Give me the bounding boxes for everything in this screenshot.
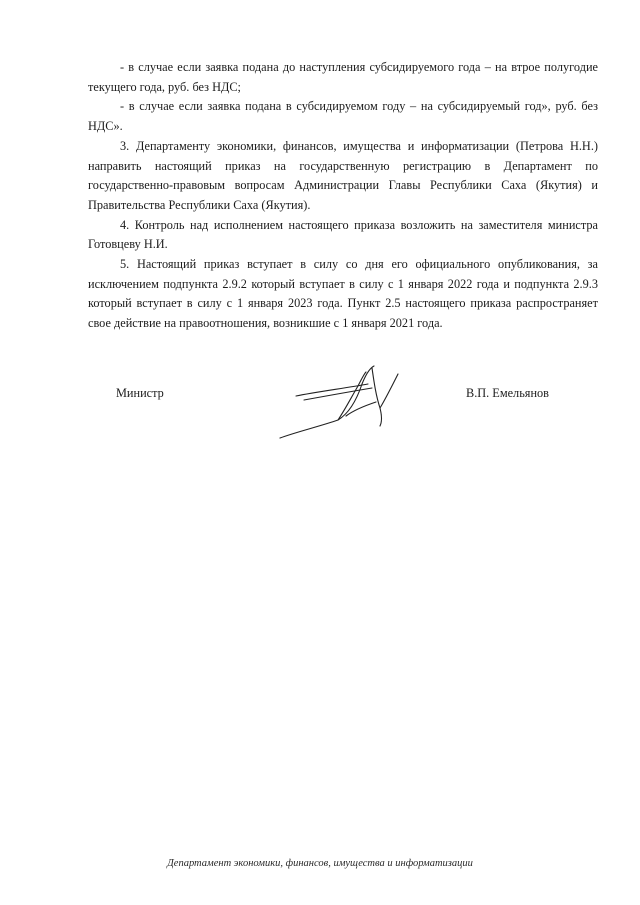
paragraph-item-3: 3. Департаменту экономики, финансов, имущества и информатизации (Петрова Н.Н.) направить настоящий приказ на государственную регистрацию в Департамент по государственно-правовым вопросам Администрации Главы Республики Саха (Якутия) и Правительства Республики Саха (Якутия). (88, 138, 598, 212)
paragraph-item-5: 5. Настоящий приказ вступает в силу со дня его официального опубликования, за исключением подпункта 2.9.2 который вступает в силу с 1 января 2022 года и подпункта 2.9.3 который вступает в силу с 1 января 2023 года. Пункт 2.5 настоящего приказа распространяет свое действие на правоотношения, возникшие с 1 января 2021 года. (88, 257, 598, 331)
footer-department: Департамент экономики, финансов, имущества и информатизации (167, 858, 473, 869)
signer-name: В.П. Емельянов (466, 386, 549, 400)
document-body (88, 58, 598, 334)
signer-title: Министр (116, 386, 164, 400)
paragraph-subitem-in-year: - в случае если заявка подана в субсидируемом году – на субсидируемый год», руб. без НДС». (88, 99, 598, 134)
handwritten-signature (276, 362, 416, 442)
paragraph-subitem-before-year: - в случае если заявка подана до наступления субсидируемого года – на втрое полугодие текущего года, руб. без НДС; (88, 60, 598, 94)
paragraph-item-4: 4. Контроль над исполнением настоящего приказа возложить на заместителя министра Готовцеву Н.И. (88, 217, 598, 252)
